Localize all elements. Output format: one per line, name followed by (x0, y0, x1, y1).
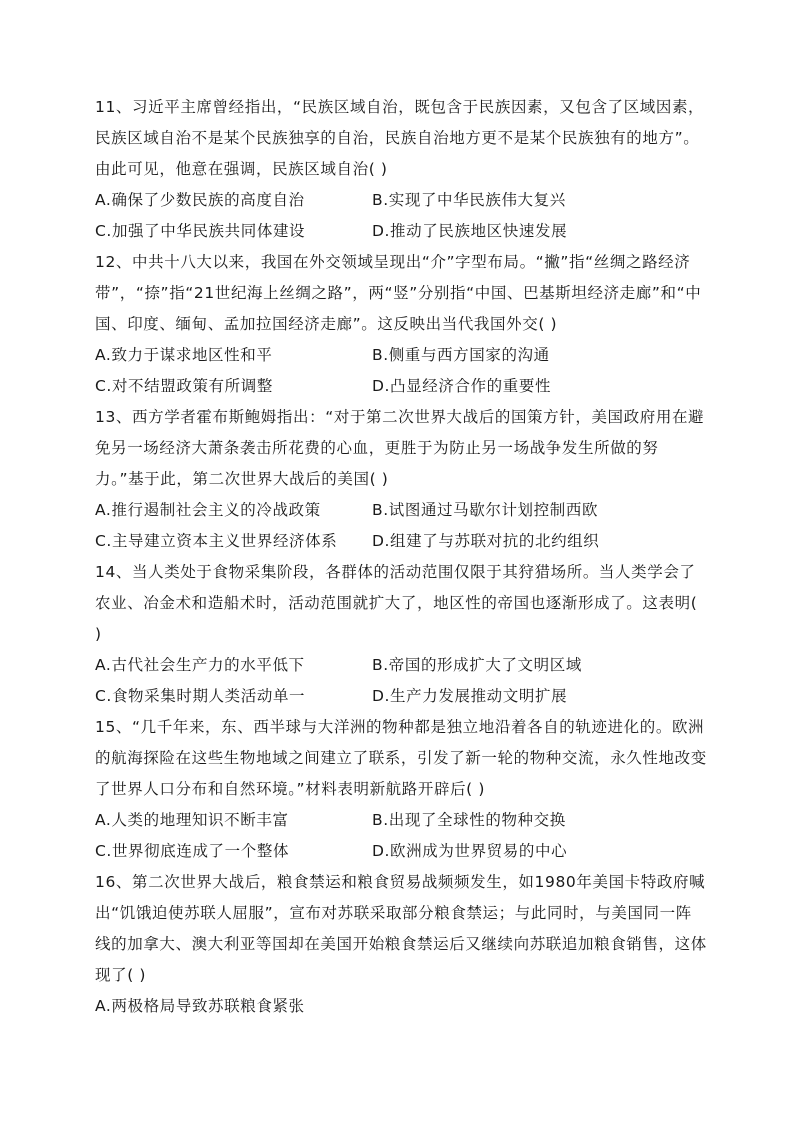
option-c: C.世界彻底连成了一个整体 (95, 842, 290, 860)
question-13 (95, 402, 707, 557)
option-c: C.主导建立资本主义世界经济体系 (95, 532, 338, 550)
question-stem: 16、第二次世界大战后，粮食禁运和粮食贸易战频频发生，如1980年美国卡特政府喊出“饥饿迫使苏联人屈服”，宣布对苏联采取部分粮食禁运；与此同时，与美国同一阵线的加拿大、澳大利亚等国却在美国开始粮食禁运后又继续向苏联追加粮食销售，这体现了( ) (95, 873, 707, 984)
question-stem: 11、习近平主席曾经指出，“民族区域自治，既包含于民族因素，又包含了区域因素，民族区域自治不是某个民族独享的自治，民族自治地方更不是某个民族独有的地方”。由此可见，他意在强调，民族区域自治( ) (95, 98, 705, 178)
option-c: C.食物采集时期人类活动单一 (95, 687, 306, 705)
option-a: A.确保了少数民族的高度自治 (95, 191, 305, 209)
question-14 (95, 557, 707, 712)
option-a: A.古代社会生产力的水平低下 (95, 656, 305, 674)
question-list (95, 92, 707, 1022)
question-stem: 13、西方学者霍布斯鲍姆指出：“对于第二次世界大战后的国策方针，美国政府用在避免另一场经济大萧条袭击所花费的心血，更胜于为防止另一场战争发生所做的努力。”基于此，第二次世界大战后的美国( ) (95, 408, 705, 488)
option-b: B.出现了全球性的物种交换 (372, 811, 566, 829)
option-d: D.欧洲成为世界贸易的中心 (372, 842, 568, 860)
option-b: B.试图通过马歇尔计划控制西欧 (372, 501, 599, 519)
question-stem: 14、当人类处于食物采集阶段，各群体的活动范围仅限于其狩猎场所。当人类学会了农业、冶金术和造船术时，活动范围就扩大了，地区性的帝国也逐渐形成了。这表明( ) (95, 563, 698, 643)
option-group (95, 991, 707, 1022)
option-d: D.生产力发展推动文明扩展 (372, 687, 568, 705)
question-stem: 12、中共十八大以来，我国在外交领域呈现出“介”字型布局。“撇”指“丝绸之路经济带”，“捺”指“21世纪海上丝绸之路”，两“竖”分别指“中国、巴基斯坦经济走廊”和“中国、印度、缅甸、孟加拉国经济走廊”。这反映出当代我国外交( ) (95, 253, 702, 333)
option-group (95, 340, 707, 402)
option-group (95, 650, 707, 712)
option-d: D.凸显经济合作的重要性 (372, 377, 552, 395)
option-b: B.侧重与西方国家的沟通 (372, 346, 550, 364)
question-16 (95, 867, 707, 1022)
question-11 (95, 92, 707, 247)
option-group (95, 185, 707, 247)
option-a: A.致力于谋求地区性和平 (95, 346, 273, 364)
question-stem: 15、“几千年来，东、西半球与大洋洲的物种都是独立地沿着各自的轨迹进化的。欧洲的航海探险在这些生物地域之间建立了联系，引发了新一轮的物种交流，永久性地改变了世界人口分布和自然环境。”材料表明新航路开辟后( ) (95, 718, 707, 798)
option-a: A.推行遏制社会主义的冷战政策 (95, 501, 321, 519)
option-b: B.帝国的形成扩大了文明区域 (372, 656, 582, 674)
option-a: A.两极格局导致苏联粮食紧张 (95, 997, 305, 1015)
option-a: A.人类的地理知识不断丰富 (95, 811, 289, 829)
option-d: D.推动了民族地区快速发展 (372, 222, 568, 240)
option-group (95, 495, 707, 557)
question-12 (95, 247, 707, 402)
option-c: C.加强了中华民族共同体建设 (95, 222, 306, 240)
option-b: B.实现了中华民族伟大复兴 (372, 191, 566, 209)
option-group (95, 805, 707, 867)
option-c: C.对不结盟政策有所调整 (95, 377, 273, 395)
question-15 (95, 712, 707, 867)
option-d: D.组建了与苏联对抗的北约组织 (372, 532, 600, 550)
